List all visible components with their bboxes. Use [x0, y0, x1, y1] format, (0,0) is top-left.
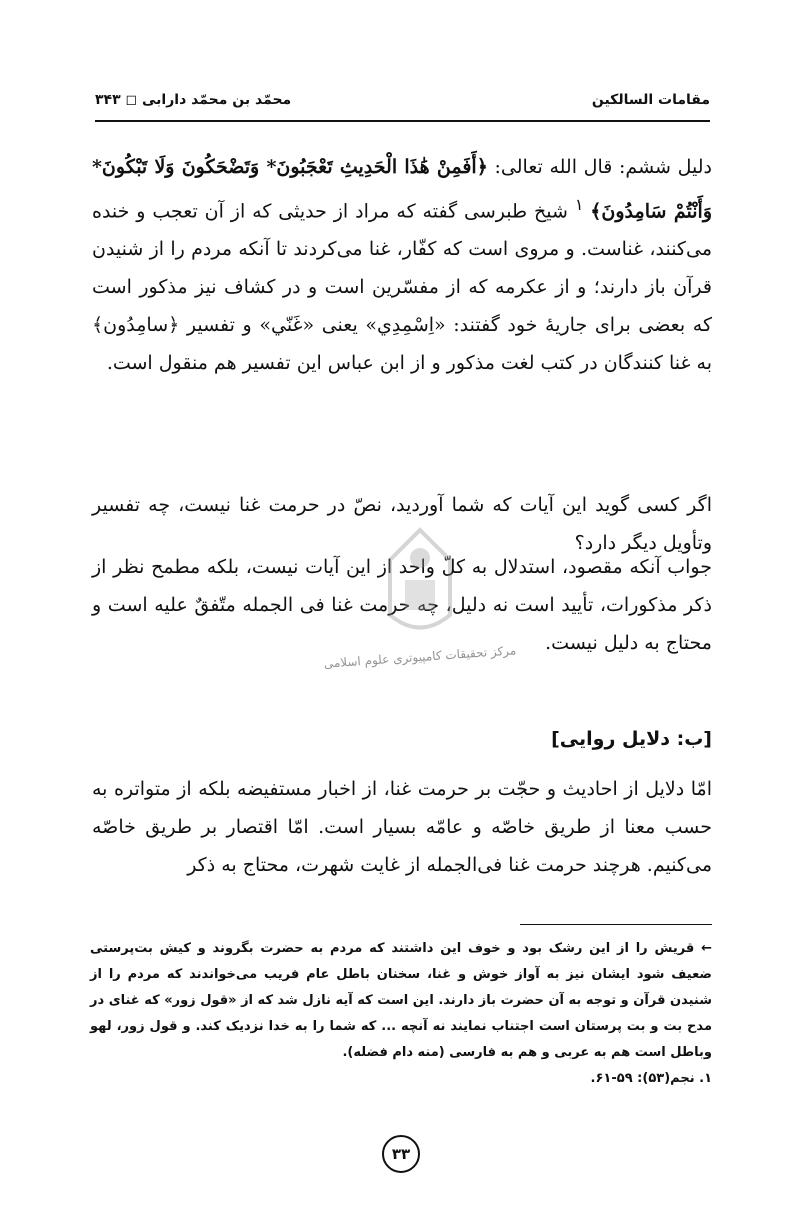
footnote-divider — [520, 924, 712, 925]
header-divider — [95, 120, 710, 122]
paragraph-text: شیخ طبرسی گفته که مراد از حدیثی که از آن تعجب و خنده می‌کنند، غناست. و مروی است که کفّار، غنا می‌کردند تا آنکه مردم را از شنیدن قرآن باز دارند؛ و از عکرمه که از مفسّرین است و در کشاف نیز مذکور است که بعضی برای جاریهٔ خود گفتند: «اِسْمِدِي» یعنی «غَنّي» و تفسیر ﴿سامِدُون﴾ به غنا کنندگان در کتب لغت مذکور و از ابن عباس این تفسیر هم منقول است. — [92, 200, 712, 375]
book-title: مقامات السالکین — [591, 92, 710, 108]
section-heading: [ب: دلایل روایی] — [551, 728, 712, 750]
paragraph-text: امّا دلایل از احادیث و حجّت بر حرمت غنا، از اخبار مستفیضه بلکه از متواتره به حسب معنا از طریق خاصّه و عامّه بسیار است. امّا اقتصار بر طریق خاصّه می‌کنیم. هرچند حرمت غنا فی‌الجمله از غایت شهرت، محتاج به ذکر — [92, 778, 712, 876]
footnote-1: ۱. نجم(۵۳): ۵۹-۶۱. — [590, 1071, 712, 1086]
paragraph-text: جواب آنکه مقصود، استدلال به کلّ واحد از این آیات نیست، بلکه مطمح نظر از ذکر مذکورات، تأیید است نه دلیل، چه حرمت غنا فی الجمله متّفقٌ علیه است و محتاج به دلیل نیست. — [92, 556, 712, 654]
page-number: ۳۳ — [382, 1135, 420, 1173]
author-page-ref: محمّد بن محمّد دارابی ◻ ۳۴۳ — [95, 92, 292, 108]
paragraph-narrations — [92, 770, 712, 884]
watermark-caption: مرکز تحقیقات کامپیوتری علوم اسلامی — [323, 643, 517, 671]
footnote-marker: ۱ — [574, 195, 584, 214]
paragraph-text: اگر کسی گوید این آیات که شما آوردید، نصّ در حرمت غنا نیست، چه تفسیر وتأویل دیگر دارد؟ — [92, 494, 712, 554]
footnote-continuation: ← قریش را از این رشک بود و خوف این داشتند که مردم به حضرت بگروند و کیش بت‌پرستی ضعیف شود ایشان نیز به آواز خوش و غنا، سخنان باطل عام فریب می‌خواندند که مردم را از شنیدن قرآن و توجه به آن حضرت باز دارند. این است که آیه نازل شد که از «قول زور» که غنای در مدح بت و بت پرستان است اجتناب نمایند نه آنچه ... که شما را به خدا نزدیک کند. و قول زور، لهو وباطل است هم به عربی و هم به فارسی (منه دام فضله). — [90, 941, 712, 1060]
library-seal-watermark — [300, 520, 540, 700]
footnotes — [90, 936, 712, 1092]
paragraph-lead: دلیل ششم: قال الله تعالی: — [487, 156, 712, 178]
quran-verse: ﴿أَفَمِنْ هَٰذَا الْحَدِيثِ تَعْجَبُونَ* وَتَضْحَكُونَ وَلَا تَبْكُونَ* وَأَنْتُمْ سَامِدُونَ﴾ — [92, 156, 712, 223]
paragraph-evidence-six — [92, 148, 712, 382]
running-header — [95, 88, 710, 114]
